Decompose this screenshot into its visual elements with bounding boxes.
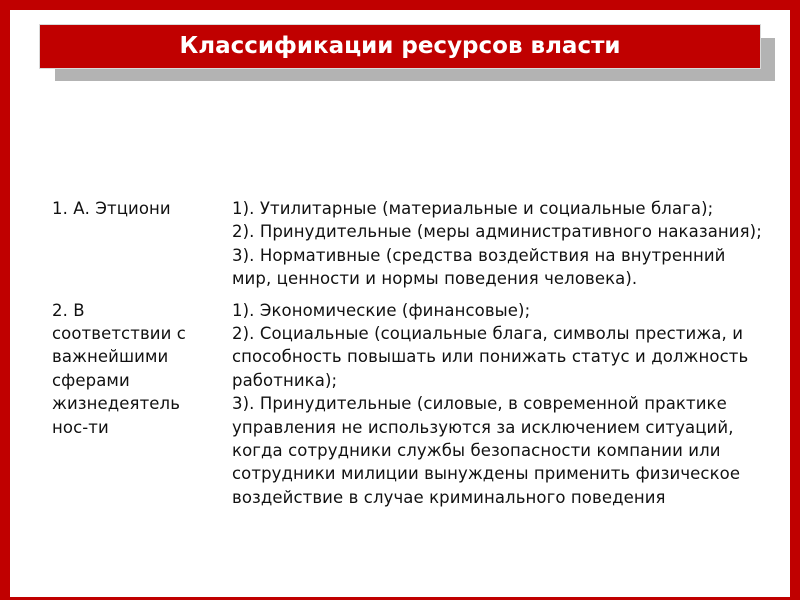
resources-cell bbox=[232, 299, 762, 510]
resource-item: 1). Экономические (финансовые); bbox=[232, 300, 531, 320]
author-line: соответствии с bbox=[52, 324, 186, 344]
author-line: 1. А. Этциони bbox=[52, 199, 171, 218]
table-row bbox=[52, 197, 772, 291]
author-cell bbox=[52, 299, 232, 510]
resources-cell bbox=[232, 197, 762, 291]
author-line: 2. В bbox=[52, 300, 85, 320]
table-row bbox=[52, 299, 772, 510]
slide-title: Классификации ресурсов власти bbox=[40, 25, 760, 68]
resource-item: 2). Принудительные (меры административного наказания); bbox=[232, 222, 762, 242]
author-line: нос-ти bbox=[52, 417, 109, 437]
author-line: сферами bbox=[52, 370, 130, 390]
resource-item: 3). Нормативные (средства воздействия на внутренний мир, ценности и нормы поведения человека). bbox=[232, 245, 726, 289]
resource-item: 3). Принудительные (силовые, в современной практике управления не используются за исключением ситуаций, когда сотрудники службы безопасности компании или сотрудники милиции вынуждены применить физическое воздействие в случае криминального поведения bbox=[232, 394, 741, 507]
classification-table bbox=[52, 197, 772, 509]
resource-item: 2). Социальные (социальные блага, символы престижа, и способность повышать или понижать статус и должность работника); bbox=[232, 324, 749, 390]
author-line: важнейшими bbox=[52, 347, 169, 367]
resource-item: 1). Утилитарные (материальные и социальные блага); bbox=[232, 199, 714, 218]
author-cell bbox=[52, 197, 232, 291]
author-line: жизнедеятель bbox=[52, 394, 181, 414]
